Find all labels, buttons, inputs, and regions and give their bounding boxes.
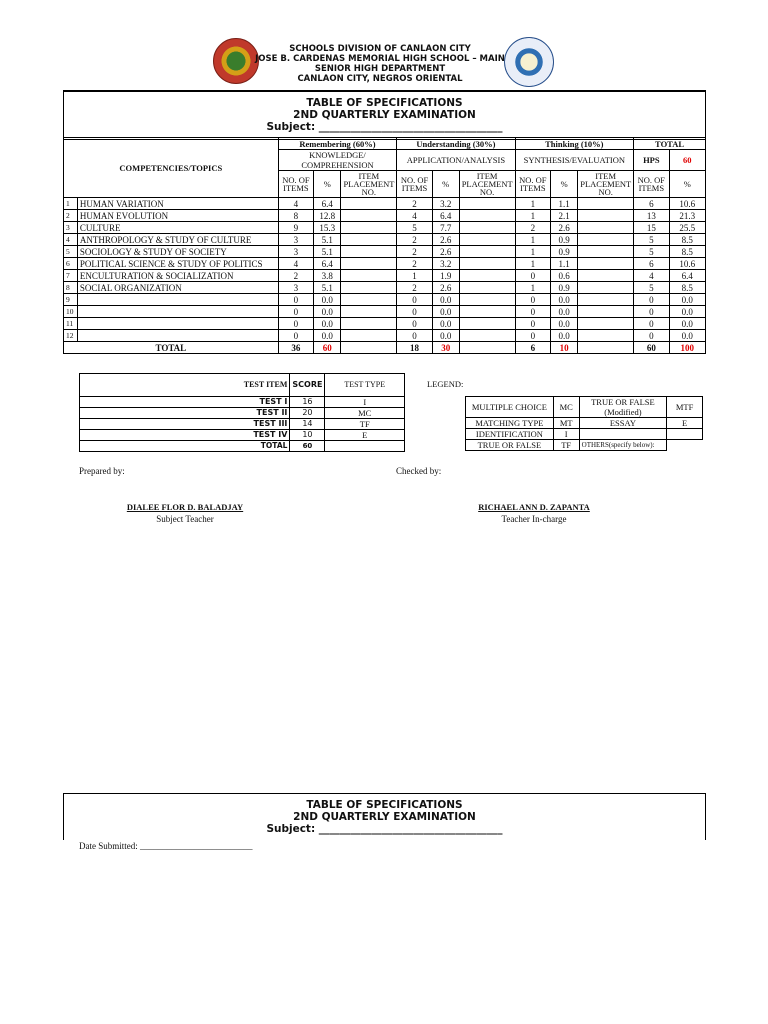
- col-s-pct: %: [551, 171, 578, 198]
- col-s-placement: ITEM PLACEMENT NO.: [578, 171, 634, 198]
- title-box: [63, 90, 706, 140]
- date-submitted: Date Submitted: _________________________: [79, 841, 253, 851]
- col-a-pct: %: [432, 171, 459, 198]
- a-pct: 1.9: [432, 270, 459, 282]
- s-items: 1: [515, 246, 551, 258]
- k-items: 0: [278, 318, 313, 330]
- k-pct: 0.0: [314, 318, 341, 330]
- total-a: 18: [397, 342, 432, 354]
- a-pct: 3.2: [432, 258, 459, 270]
- a-placement: [459, 222, 515, 234]
- doc-title: TABLE OF SPECIFICATIONS: [306, 97, 463, 109]
- a-items: 0: [397, 318, 432, 330]
- col-s-items: NO. OF ITEMS: [515, 171, 551, 198]
- row-number: 11: [64, 318, 78, 330]
- test-item: TEST I: [80, 397, 290, 408]
- title-box-2: [63, 793, 706, 840]
- k-pct: 6.4: [314, 258, 341, 270]
- row-number: 10: [64, 306, 78, 318]
- a-placement: [459, 318, 515, 330]
- hps-label: HPS: [634, 150, 669, 171]
- legend-essay-code: E: [667, 418, 703, 429]
- test-item: TEST II: [80, 408, 290, 419]
- k-items: 0: [278, 306, 313, 318]
- a-placement: [459, 294, 515, 306]
- total-pct: 6.4: [669, 270, 705, 282]
- table-row: [64, 318, 706, 330]
- legend-id-code: I: [553, 429, 579, 440]
- total-a-placement: [459, 342, 515, 354]
- a-items: 2: [397, 282, 432, 294]
- col-a-placement: ITEM PLACEMENT NO.: [459, 171, 515, 198]
- a-items: 0: [397, 330, 432, 342]
- test-total-type: [325, 441, 405, 452]
- legend-blank: [579, 429, 667, 440]
- k-pct: 0.0: [314, 306, 341, 318]
- total-items: 6: [634, 198, 669, 210]
- test-row: [80, 430, 405, 441]
- row-number: 1: [64, 198, 78, 210]
- a-items: 2: [397, 246, 432, 258]
- k-placement: [341, 222, 397, 234]
- understanding-header: Understanding (30%): [397, 138, 515, 150]
- table-row: [64, 246, 706, 258]
- topic-cell: SOCIOLOGY & STUDY OF SOCIETY: [77, 246, 278, 258]
- k-placement: [341, 294, 397, 306]
- legend-table: [465, 396, 703, 451]
- k-pct: 0.0: [314, 294, 341, 306]
- total-pct: 8.5: [669, 282, 705, 294]
- test-row: [80, 397, 405, 408]
- total-pct: 8.5: [669, 234, 705, 246]
- total-header: TOTAL: [634, 138, 706, 150]
- school-header: [230, 44, 530, 84]
- a-placement: [459, 330, 515, 342]
- a-placement: [459, 270, 515, 282]
- s-items: 0: [515, 318, 551, 330]
- s-items: 1: [515, 198, 551, 210]
- s-placement: [578, 306, 634, 318]
- s-placement: [578, 234, 634, 246]
- total-pct: 0.0: [669, 330, 705, 342]
- total-kp: 60: [314, 342, 341, 354]
- a-placement: [459, 210, 515, 222]
- s-pct: 0.6: [551, 270, 578, 282]
- total-s: 6: [515, 342, 551, 354]
- topic-cell: HUMAN VARIATION: [77, 198, 278, 210]
- test-items-table: [79, 373, 405, 452]
- s-pct: 0.0: [551, 306, 578, 318]
- row-number: 2: [64, 210, 78, 222]
- row-number: 12: [64, 330, 78, 342]
- col-k-pct: %: [314, 171, 341, 198]
- row-number: 3: [64, 222, 78, 234]
- total-items: 0: [634, 306, 669, 318]
- topic-cell: SOCIAL ORGANIZATION: [77, 282, 278, 294]
- table-row: [64, 258, 706, 270]
- synthesis-header: SYNTHESIS/EVALUATION: [515, 150, 634, 171]
- table-row: [64, 282, 706, 294]
- specification-table: [63, 137, 706, 354]
- thinking-header: Thinking (10%): [515, 138, 634, 150]
- k-placement: [341, 234, 397, 246]
- total-items: 6: [634, 258, 669, 270]
- test-score: 20: [290, 408, 325, 419]
- test-item: TEST IV: [80, 430, 290, 441]
- a-items: 2: [397, 234, 432, 246]
- table-row: [64, 222, 706, 234]
- a-items: 4: [397, 210, 432, 222]
- a-placement: [459, 246, 515, 258]
- a-pct: 0.0: [432, 318, 459, 330]
- k-placement: [341, 258, 397, 270]
- s-items: 1: [515, 210, 551, 222]
- exam-title: 2ND QUARTERLY EXAMINATION: [293, 109, 476, 121]
- competencies-header: COMPETENCIES/TOPICS: [64, 138, 279, 198]
- division-name: SCHOOLS DIVISION OF CANLAON CITY: [289, 44, 471, 54]
- s-pct: 0.0: [551, 318, 578, 330]
- topic-cell: HUMAN EVOLUTION: [77, 210, 278, 222]
- k-placement: [341, 198, 397, 210]
- test-type-header: TEST TYPE: [325, 374, 405, 397]
- k-placement: [341, 270, 397, 282]
- s-items: 0: [515, 270, 551, 282]
- a-pct: 0.0: [432, 306, 459, 318]
- k-items: 0: [278, 330, 313, 342]
- total-items: 0: [634, 318, 669, 330]
- k-items: 4: [278, 258, 313, 270]
- s-placement: [578, 246, 634, 258]
- s-pct: 0.9: [551, 234, 578, 246]
- legend-id: IDENTIFICATION: [466, 429, 554, 440]
- col-k-placement: ITEM PLACEMENT NO.: [341, 171, 397, 198]
- doc-title-2: TABLE OF SPECIFICATIONS: [306, 799, 463, 811]
- legend-mtf: TRUE OR FALSE (Modified): [579, 397, 667, 418]
- s-items: 0: [515, 294, 551, 306]
- a-pct: 3.2: [432, 198, 459, 210]
- k-placement: [341, 318, 397, 330]
- s-items: 0: [515, 306, 551, 318]
- a-pct: 7.7: [432, 222, 459, 234]
- k-pct: 5.1: [314, 282, 341, 294]
- school-address: CANLAON CITY, NEGROS ORIENTAL: [297, 74, 463, 84]
- row-number: 7: [64, 270, 78, 282]
- s-items: 1: [515, 234, 551, 246]
- s-placement: [578, 222, 634, 234]
- legend-blank-code: [667, 429, 703, 440]
- preparer-name: DIALEE FLOR D. BALADJAY: [126, 502, 244, 512]
- test-score: 10: [290, 430, 325, 441]
- topic-cell: CULTURE: [77, 222, 278, 234]
- legend-mt-code: MT: [553, 418, 579, 429]
- checked-by-label: Checked by:: [396, 466, 442, 476]
- test-type: MC: [325, 408, 405, 419]
- s-pct: 2.1: [551, 210, 578, 222]
- remembering-header: Remembering (60%): [278, 138, 397, 150]
- k-placement: [341, 210, 397, 222]
- total-items: 5: [634, 282, 669, 294]
- a-pct: 2.6: [432, 282, 459, 294]
- table-row: [64, 198, 706, 210]
- s-placement: [578, 270, 634, 282]
- s-placement: [578, 294, 634, 306]
- total-pct: 25.5: [669, 222, 705, 234]
- subject-line-2: Subject: ___________________________________: [266, 823, 503, 835]
- legend-mc-code: MC: [553, 397, 579, 418]
- s-pct: 0.9: [551, 246, 578, 258]
- total-items: 5: [634, 234, 669, 246]
- k-items: 9: [278, 222, 313, 234]
- topic-cell: [77, 294, 278, 306]
- legend-others: OTHERS(specify below):: [579, 440, 667, 451]
- school-name: JOSE B. CARDENAS MEMORIAL HIGH SCHOOL – MAIN: [255, 54, 505, 64]
- test-rows: [80, 397, 405, 441]
- legend-label: LEGEND:: [427, 379, 464, 389]
- table-row: [64, 210, 706, 222]
- a-items: 1: [397, 270, 432, 282]
- topic-cell: [77, 306, 278, 318]
- legend-tf-code: TF: [553, 440, 579, 451]
- test-total-label: TOTAL: [80, 441, 290, 452]
- topic-cell: [77, 330, 278, 342]
- total-items: 0: [634, 294, 669, 306]
- total-s-placement: [578, 342, 634, 354]
- k-placement: [341, 330, 397, 342]
- test-score: 16: [290, 397, 325, 408]
- knowledge-header: KNOWLEDGE/ COMPREHENSION: [278, 150, 397, 171]
- k-items: 3: [278, 246, 313, 258]
- total-items: 0: [634, 330, 669, 342]
- s-items: 0: [515, 330, 551, 342]
- department-name: SENIOR HIGH DEPARTMENT: [314, 64, 446, 74]
- s-pct: 2.6: [551, 222, 578, 234]
- legend-essay: ESSAY: [579, 418, 667, 429]
- test-item: TEST III: [80, 419, 290, 430]
- checker-name: RICHAEL ANN D. ZAPANTA: [478, 502, 590, 512]
- s-items: 2: [515, 222, 551, 234]
- a-items: 2: [397, 198, 432, 210]
- checker-role: Teacher In-charge: [501, 514, 567, 524]
- total-items: 15: [634, 222, 669, 234]
- a-pct: 0.0: [432, 294, 459, 306]
- test-type: TF: [325, 419, 405, 430]
- s-placement: [578, 330, 634, 342]
- table-row: [64, 234, 706, 246]
- total-t: 60: [634, 342, 669, 354]
- a-pct: 6.4: [432, 210, 459, 222]
- a-pct: 2.6: [432, 234, 459, 246]
- topic-cell: POLITICAL SCIENCE & STUDY OF POLITICS: [77, 258, 278, 270]
- row-number: 8: [64, 282, 78, 294]
- a-placement: [459, 198, 515, 210]
- test-score: 14: [290, 419, 325, 430]
- table-row: [64, 330, 706, 342]
- s-pct: 0.0: [551, 294, 578, 306]
- s-placement: [578, 282, 634, 294]
- total-pct: 21.3: [669, 210, 705, 222]
- total-items: 13: [634, 210, 669, 222]
- k-pct: 12.8: [314, 210, 341, 222]
- topic-cell: [77, 318, 278, 330]
- total-tp: 100: [669, 342, 705, 354]
- legend-mc: MULTIPLE CHOICE: [466, 397, 554, 418]
- total-pct: 0.0: [669, 306, 705, 318]
- hps-value: 60: [669, 150, 705, 171]
- a-placement: [459, 282, 515, 294]
- legend-tf: TRUE OR FALSE: [466, 440, 554, 451]
- s-pct: 0.9: [551, 282, 578, 294]
- col-t-pct: %: [669, 171, 705, 198]
- a-pct: 0.0: [432, 330, 459, 342]
- subject-line: Subject: ___________________________________: [266, 121, 503, 133]
- s-pct: 1.1: [551, 198, 578, 210]
- row-number: 9: [64, 294, 78, 306]
- total-pct: 0.0: [669, 294, 705, 306]
- k-placement: [341, 306, 397, 318]
- table-row: [64, 306, 706, 318]
- test-total-score: 60: [290, 441, 325, 452]
- s-placement: [578, 210, 634, 222]
- row-number: 6: [64, 258, 78, 270]
- test-row: [80, 419, 405, 430]
- s-items: 1: [515, 282, 551, 294]
- total-ap: 30: [432, 342, 459, 354]
- row-number: 4: [64, 234, 78, 246]
- s-placement: [578, 198, 634, 210]
- k-items: 2: [278, 270, 313, 282]
- topic-cell: ANTHROPOLOGY & STUDY OF CULTURE: [77, 234, 278, 246]
- prepared-by-label: Prepared by:: [79, 466, 125, 476]
- k-pct: 5.1: [314, 234, 341, 246]
- total-sp: 10: [551, 342, 578, 354]
- a-placement: [459, 234, 515, 246]
- spec-rows: [64, 198, 706, 342]
- col-k-items: NO. OF ITEMS: [278, 171, 313, 198]
- total-row: [64, 342, 706, 354]
- total-k-placement: [341, 342, 397, 354]
- total-pct: 10.6: [669, 198, 705, 210]
- k-placement: [341, 246, 397, 258]
- total-items: 5: [634, 246, 669, 258]
- application-header: APPLICATION/ANALYSIS: [397, 150, 515, 171]
- test-row: [80, 408, 405, 419]
- k-pct: 5.1: [314, 246, 341, 258]
- a-placement: [459, 306, 515, 318]
- s-placement: [578, 318, 634, 330]
- test-type: I: [325, 397, 405, 408]
- s-pct: 0.0: [551, 330, 578, 342]
- a-items: 0: [397, 294, 432, 306]
- col-a-items: NO. OF ITEMS: [397, 171, 432, 198]
- total-pct: 0.0: [669, 318, 705, 330]
- k-pct: 3.8: [314, 270, 341, 282]
- legend-others-code: [667, 440, 703, 451]
- s-pct: 1.1: [551, 258, 578, 270]
- k-pct: 15.3: [314, 222, 341, 234]
- topic-cell: ENCULTURATION & SOCIALIZATION: [77, 270, 278, 282]
- legend-mt: MATCHING TYPE: [466, 418, 554, 429]
- total-pct: 8.5: [669, 246, 705, 258]
- a-items: 5: [397, 222, 432, 234]
- exam-title-2: 2ND QUARTERLY EXAMINATION: [293, 811, 476, 823]
- table-row: [64, 270, 706, 282]
- a-items: 2: [397, 258, 432, 270]
- total-k: 36: [278, 342, 313, 354]
- total-pct: 10.6: [669, 258, 705, 270]
- test-item-header: TEST ITEM: [80, 374, 290, 397]
- k-placement: [341, 282, 397, 294]
- k-items: 4: [278, 198, 313, 210]
- test-type: E: [325, 430, 405, 441]
- s-placement: [578, 258, 634, 270]
- total-label: TOTAL: [64, 342, 279, 354]
- a-items: 0: [397, 306, 432, 318]
- k-items: 3: [278, 234, 313, 246]
- score-header: SCORE: [290, 374, 325, 397]
- total-items: 4: [634, 270, 669, 282]
- k-pct: 6.4: [314, 198, 341, 210]
- k-items: 0: [278, 294, 313, 306]
- s-items: 1: [515, 258, 551, 270]
- row-number: 5: [64, 246, 78, 258]
- a-pct: 2.6: [432, 246, 459, 258]
- k-pct: 0.0: [314, 330, 341, 342]
- k-items: 3: [278, 282, 313, 294]
- preparer-role: Subject Teacher: [156, 514, 214, 524]
- a-placement: [459, 258, 515, 270]
- legend-mtf-code: MTF: [667, 397, 703, 418]
- k-items: 8: [278, 210, 313, 222]
- col-t-items: NO. OF ITEMS: [634, 171, 669, 198]
- table-row: [64, 294, 706, 306]
